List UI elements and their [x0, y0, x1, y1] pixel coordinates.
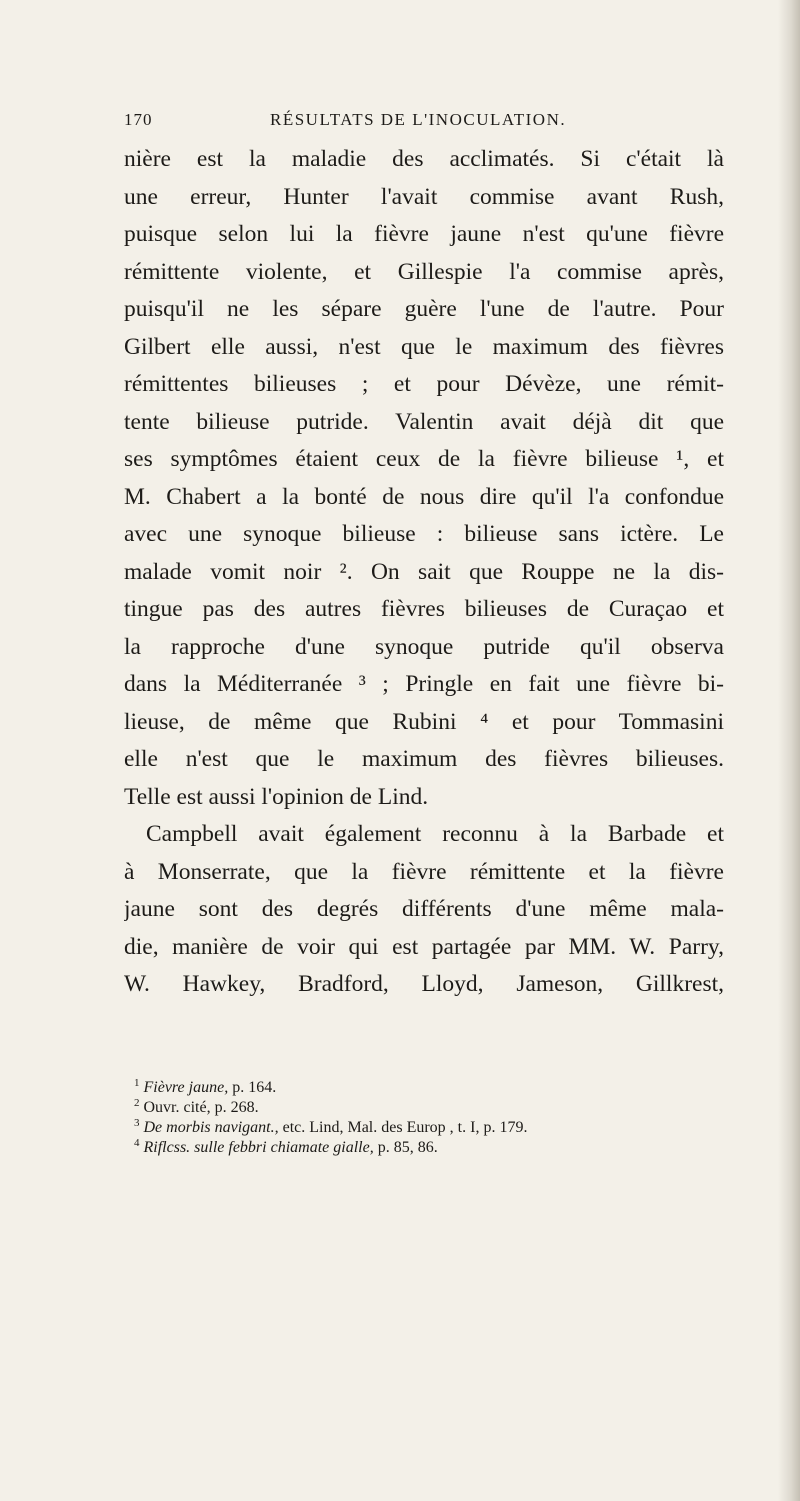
text-line: Telle est aussi l'opinion de Lind. — [124, 783, 429, 810]
text-line: elle n'est que le maximum des fièvres bilieuses. — [124, 746, 724, 772]
footnote-title: De morbis navigant., — [143, 1119, 279, 1136]
footnote — [134, 1098, 734, 1118]
text-line: ses symptômes étaient ceux de la fièvre bilieuse ¹, et — [124, 446, 724, 472]
footnote — [134, 1118, 734, 1138]
text-line: M. Chabert a la bonté de nous dire qu'il l'a confondue — [124, 483, 724, 510]
text-line: malade vomit noir ². On sait que Rouppe ne la dis- — [124, 558, 724, 585]
text-line: rémittentes bilieuses ; et pour Dévèze, une rémit- — [124, 371, 724, 397]
footnote-mark: 2 — [134, 1096, 140, 1109]
text-line: Gilbert elle aussi, n'est que le maximum des fièvres — [124, 333, 724, 360]
footnote-title: Fièvre jaune, — [143, 1079, 229, 1096]
page-edge-shadow — [778, 0, 800, 1501]
text-line: une erreur, Hunter l'avait commise avant Rush, — [124, 183, 724, 210]
body-text — [124, 141, 724, 1004]
text-line: tingue pas des autres fièvres bilieuses de Curaçao et — [124, 596, 724, 622]
footnote-mark: 4 — [134, 1136, 140, 1149]
text-line: à Monserrate, que la fièvre rémittente et la fièvre — [124, 858, 724, 885]
text-line: Campbell avait également reconnu à la Barbade et — [146, 821, 724, 847]
footnote — [134, 1078, 734, 1098]
footnote-title: Riflcss. sulle febbri chiamate gialle, — [143, 1139, 374, 1156]
text-line: rémittente violente, et Gillespie l'a commise après, — [124, 258, 724, 285]
running-head-title: RÉSULTATS DE L'INOCULATION. — [270, 110, 567, 129]
text-line: avec une synoque bilieuse : bilieuse sans ictère. Le — [124, 521, 724, 547]
text-line: lieuse, de même que Rubini ⁴ et pour Tommasini — [124, 708, 724, 735]
text-line: nière est la maladie des acclimatés. Si c'était là — [124, 146, 724, 172]
page-number: 170 — [124, 110, 153, 129]
text-line: tente bilieuse putride. Valentin avait déjà dit que — [124, 408, 724, 435]
text-line: dans la Méditerranée ³ ; Pringle en fait une fièvre bi- — [124, 671, 724, 697]
footnote-text: etc. Lind, Mal. des Europ , t. I, p. 179. — [278, 1119, 528, 1136]
text-line: puisqu'il ne les sépare guère l'une de l'autre. Pour — [124, 296, 724, 322]
footnote-text: p. 164. — [228, 1079, 277, 1096]
text-line: jaune sont des degrés différents d'une même mala- — [124, 896, 724, 922]
footnotes — [134, 1078, 734, 1158]
footnote-text: Ouvr. cité, p. 268. — [143, 1099, 259, 1116]
footnote-text: p. 85, 86. — [373, 1139, 438, 1156]
text-line: la rapproche d'une synoque putride qu'il observa — [124, 633, 724, 660]
text-line: W. Hawkey, Bradford, Lloyd, Jameson, Gillkrest, — [124, 971, 724, 997]
text-line: die, manière de voir qui est partagée par MM. W. Parry, — [124, 933, 724, 960]
running-head — [124, 110, 724, 136]
footnote-mark: 3 — [134, 1116, 140, 1129]
text-line: puisque selon lui la fièvre jaune n'est qu'une fièvre — [124, 221, 724, 247]
footnote — [134, 1138, 734, 1158]
footnote-mark: 1 — [134, 1076, 140, 1089]
